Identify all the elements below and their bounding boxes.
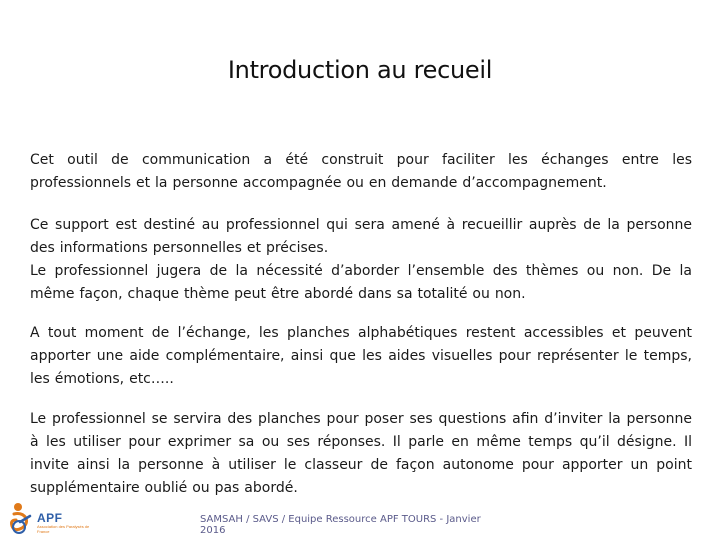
apf-logo-subtext: Association des Paralysés de France	[37, 524, 90, 534]
paragraph-alphabet: A tout moment de l’échange, les planches alphabétiques restent accessibles et peuvent apporter une aide complémentaire, ainsi que les aides visuelles pour représenter le temps, les émotions, etc…..	[30, 325, 692, 387]
paragraph-support: Ce support est destiné au professionnel qui sera amené à recueillir auprès de la personne des informations personnelles et précises. Le professionnel jugera de la nécessité d’aborder l’ensemble des thèmes ou non. De la même façon, chaque thème peut être abordé dans sa totalité ou non.	[30, 217, 692, 302]
apf-logo	[8, 500, 98, 538]
paragraph-professional: Le professionnel se servira des planches pour poser ses questions afin d’inviter la personne à les utiliser pour exprimer sa ou ses réponses. Il parle en même temps qu’il désigne. Il invite ainsi la personne à utiliser le classeur de façon autonome pour apporter un point supplémentaire oublié ou pas abordé.	[30, 411, 692, 496]
page-title: Introduction au recueil	[227, 56, 493, 84]
footer: SAMSAH / SAVS / Equipe Ressource APF TOURS - Janvier 2016	[200, 514, 481, 536]
paragraph-intro: Cet outil de communication a été construit pour faciliter les échanges entre les professionnels et la personne accompagnée ou en demande d’accompagnement.	[30, 152, 692, 191]
apf-logo-text: APF	[37, 511, 63, 525]
apf-figure-icon	[8, 500, 36, 538]
